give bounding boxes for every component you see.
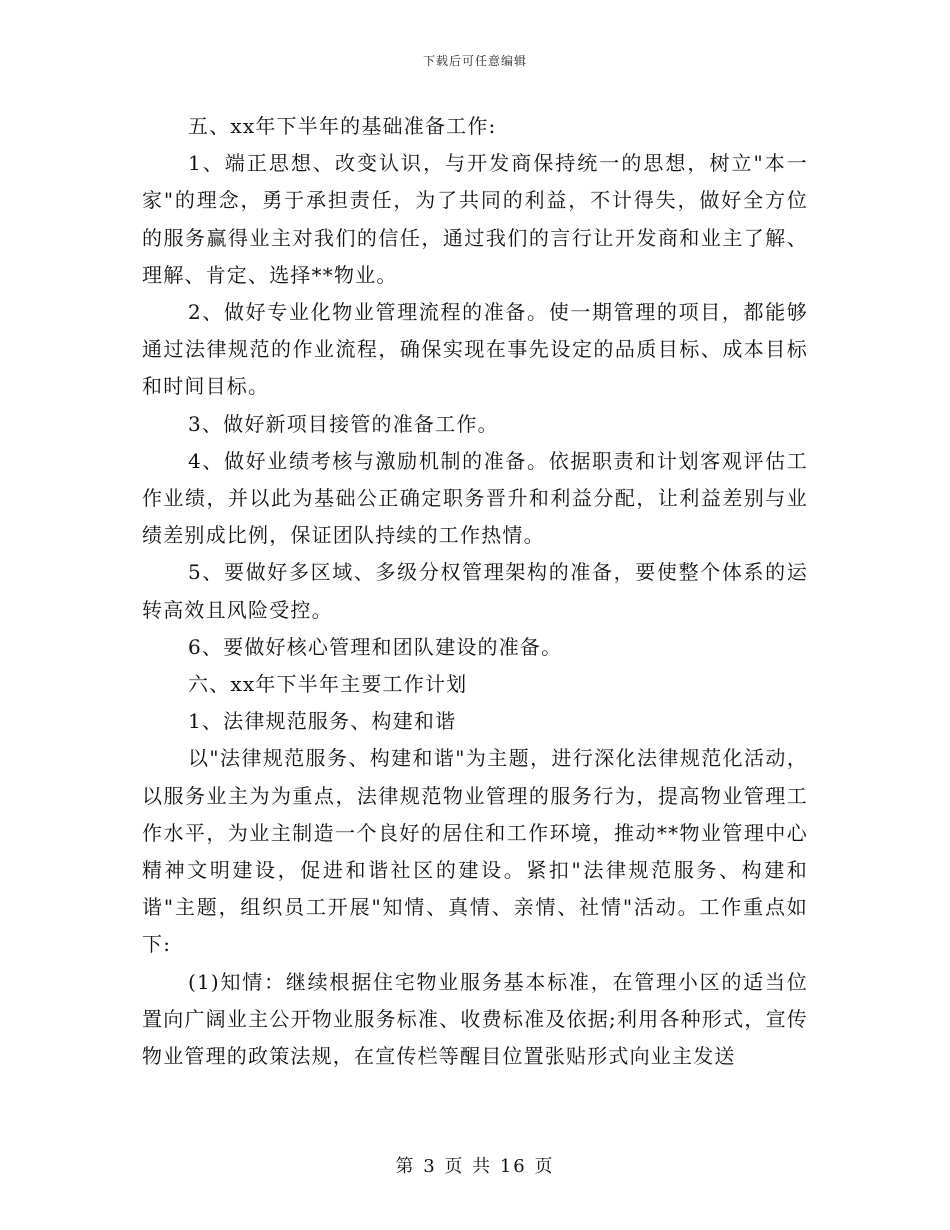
paragraph-item-4: 4、做好业绩考核与激励机制的准备。依据职责和计划客观评估工作业绩，并以此为基础公正确定职务晋升和利益分配，让利益差别与业绩差别成比例，保证团队持续的工作热情。 [142,448,808,548]
page-number: 第 3 页 共 16 页 [395,1156,555,1177]
document-body [142,108,808,1075]
paragraph-theme: 以"法律规范服务、构建和谐"为主题，进行深化法律规范化活动，以服务业主为为重点，法律规范物业管理的服务行为，提高物业管理工作水平，为业主制造一个良好的居住和工作环境，推动**物业管理中心精神文明建设，促进和谐社区的建设。紧扣"法律规范服务、构建和谐"主题，组织员工开展"知情、真情、亲情、社情"活动。工作重点如下: [142,746,808,957]
page-header-note: 下载后可任意编辑 [422,54,527,68]
paragraph-item-2: 2、做好专业化物业管理流程的准备。使一期管理的项目，都能够通过法律规范的作业流程，确保实现在事先设定的品质目标、成本目标和时间目标。 [142,300,808,399]
section-heading-six: 六、xx年下半年主要工作计划 [188,672,468,697]
subsection-heading-1: 1、法律规范服务、构建和谐 [188,709,457,734]
section-heading-five: 五、xx年下半年的基础准备工作: [188,114,497,138]
paragraph-item-1: 1、端正思想、改变认识，与开发商保持统一的思想，树立"本一家"的理念，勇于承担责任，为了共同的利益，不计得失，做好全方位的服务赢得业主对我们的信任，通过我们的言行让开发商和业主了解、理解、肯定、选择**物业。 [142,151,808,287]
paragraph-item-5: 5、要做好多区域、多级分权管理架构的准备，要使整个体系的运转高效且风险受控。 [142,560,808,622]
paragraph-zhiqing: (1)知情：继续根据住宅物业服务基本标准，在管理小区的适当位置向广阔业主公开物业服务标准、收费标准及依据;利用各种形式，宣传物业管理的政策法规，在宣传栏等醒目位置张贴形式向业主发送 [142,969,808,1069]
paragraph-item-3: 3、做好新项目接管的准备工作。 [188,411,499,436]
paragraph-item-6: 6、要做好核心管理和团队建设的准备。 [188,634,563,659]
